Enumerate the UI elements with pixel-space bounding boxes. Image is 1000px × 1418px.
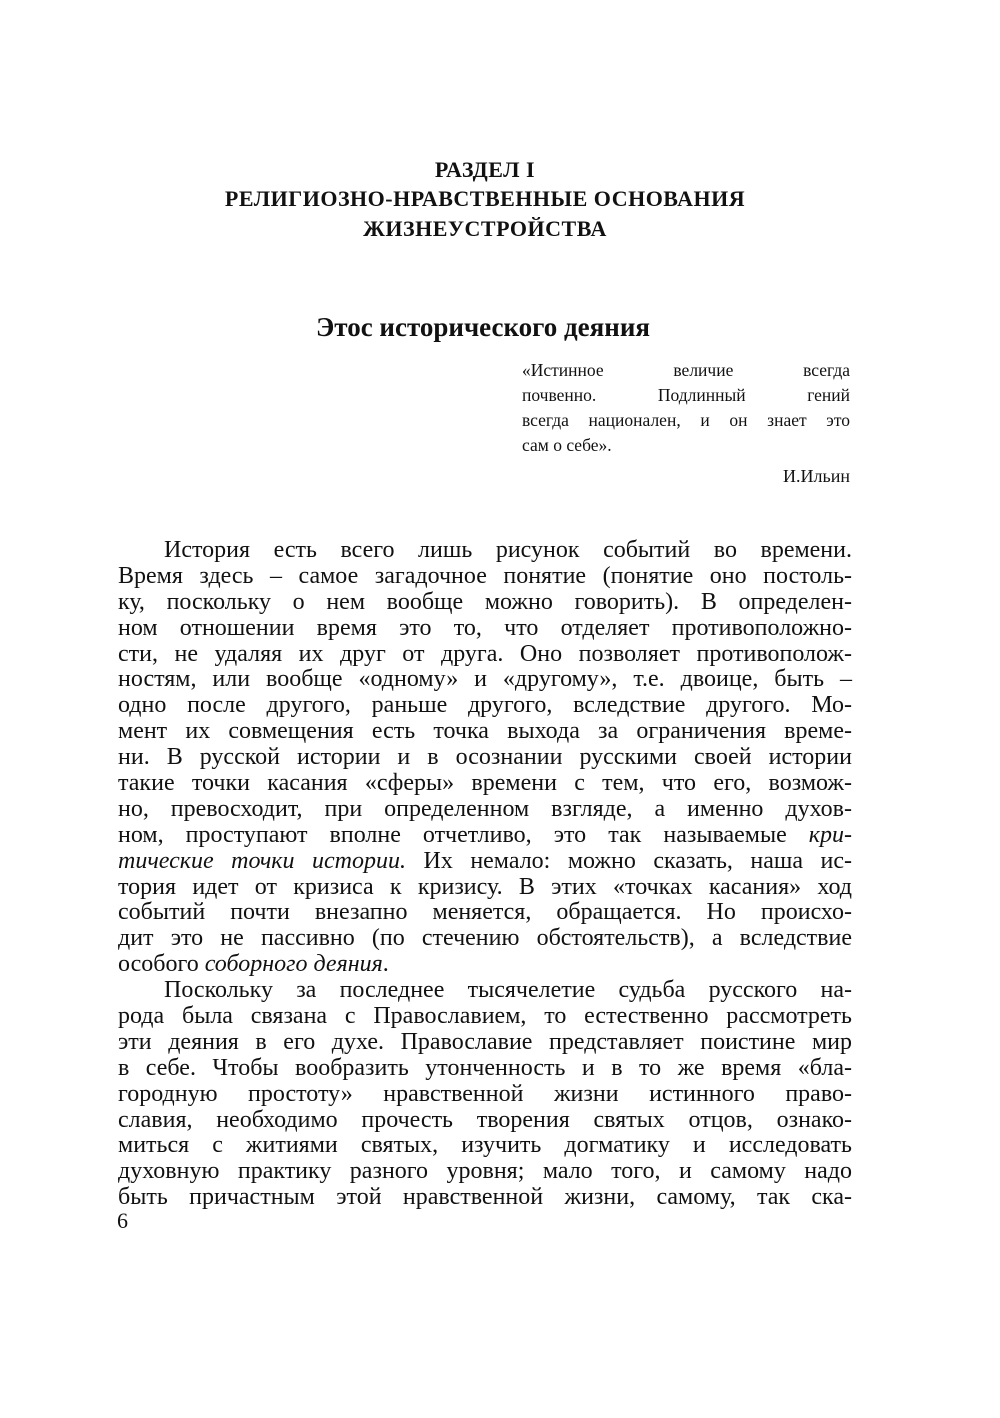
text-segment: Их немало: можно сказать, наша ис- bbox=[406, 847, 852, 874]
text-line bbox=[118, 1159, 852, 1185]
text-line bbox=[118, 1082, 852, 1108]
text-line bbox=[118, 693, 852, 719]
text-segment: ни. В русской истории и в осознании русскими своей истории bbox=[118, 744, 852, 771]
text-segment: ном, проступают вполне отчетливо, это так называемые bbox=[118, 821, 809, 848]
section-title-line: РЕЛИГИОЗНО-НРАВСТВЕННЫЕ ОСНОВАНИЯ bbox=[224, 186, 746, 211]
text-line bbox=[118, 1185, 852, 1211]
text-segment: . bbox=[382, 951, 389, 978]
body-text bbox=[118, 538, 852, 1211]
text-segment: событий почти внезапно меняется, обращается. Но происхо- bbox=[118, 899, 852, 926]
italic-text: кри- bbox=[808, 821, 852, 848]
text-line bbox=[118, 875, 852, 901]
text-segment: городную простоту» нравственной жизни истинного право- bbox=[118, 1080, 852, 1107]
text-line bbox=[118, 1108, 852, 1134]
text-segment: одно после другого, раньше другого, вследствие другого. Мо- bbox=[118, 692, 852, 719]
text-segment: в себе. Чтобы вообразить утонченность и в то же время «бла- bbox=[118, 1054, 852, 1081]
text-line bbox=[118, 978, 852, 1004]
text-segment: мент их совмещения есть точка выхода за ограничения време- bbox=[118, 718, 852, 745]
text-line bbox=[118, 1133, 852, 1159]
italic-text: тические точки истории. bbox=[118, 847, 406, 874]
text-segment: История есть всего лишь рисунок событий во времени. bbox=[164, 537, 852, 563]
text-line bbox=[118, 1004, 852, 1030]
italic-text: соборного деяния bbox=[204, 951, 383, 978]
text-line bbox=[118, 538, 852, 564]
text-segment: особого bbox=[118, 951, 205, 978]
text-segment: ностям, или вообще «одному» и «другому», т.е. двоице, быть – bbox=[118, 666, 852, 693]
text-line bbox=[118, 719, 852, 745]
text-segment: рода была связана с Православием, то естественно рассмотреть bbox=[118, 1003, 852, 1030]
text-line bbox=[118, 1030, 852, 1056]
epigraph-author: И.Ильин bbox=[783, 466, 850, 486]
text-line bbox=[118, 745, 852, 771]
text-segment: миться с житиями святых, изучить догматику и исследовать bbox=[118, 1132, 852, 1159]
epigraph-line: почвенно. Подлинный гений bbox=[522, 385, 850, 405]
text-line bbox=[118, 667, 852, 693]
text-segment: ку, поскольку о нем вообще можно говорить). В определен- bbox=[118, 588, 852, 615]
text-segment: быть причастным этой нравственной жизни, самому, так ска- bbox=[118, 1184, 852, 1211]
text-line bbox=[118, 926, 852, 952]
epigraph-line: сам о себе». bbox=[522, 435, 612, 455]
section-label: РАЗДЕЛ I bbox=[434, 157, 536, 182]
text-segment: славия, необходимо прочесть творения святых отцов, ознако- bbox=[118, 1106, 852, 1133]
epigraph bbox=[522, 358, 850, 458]
page-number: 6 bbox=[117, 1208, 128, 1233]
text-line bbox=[118, 642, 852, 668]
section-title-line: ЖИЗНЕУСТРОЙСТВА bbox=[363, 216, 607, 241]
text-segment: но, превосходит, при определенном взгляде, а именно духов- bbox=[118, 795, 852, 822]
text-segment: тория идет от кризиса к кризису. В этих «точках касания» ход bbox=[118, 873, 852, 900]
text-segment: Время здесь – самое загадочное понятие (понятие оно постоль- bbox=[118, 562, 852, 589]
text-line bbox=[118, 797, 852, 823]
chapter-title: Этос исторического деяния bbox=[315, 312, 650, 342]
text-segment: такие точки касания «сферы» времени с тем, что его, возмож- bbox=[118, 770, 852, 797]
text-line bbox=[118, 900, 852, 926]
text-segment: дит это не пассивно (по стечению обстоятельств), а вследствие bbox=[118, 925, 852, 952]
text-segment: эти деяния в его духе. Православие представляет поистине мир bbox=[118, 1028, 852, 1055]
text-segment: Поскольку за последнее тысячелетие судьба русского на- bbox=[164, 977, 852, 1004]
text-line bbox=[118, 564, 852, 590]
epigraph-line: «Истинное величие всегда bbox=[522, 360, 850, 380]
text-line bbox=[118, 771, 852, 797]
text-line bbox=[118, 616, 852, 642]
text-line bbox=[118, 849, 852, 875]
text-line bbox=[118, 952, 852, 978]
text-segment: сти, не удаляя их друг от друга. Оно позволяет противополож- bbox=[118, 640, 852, 667]
text-line bbox=[118, 823, 852, 849]
text-segment: ном отношении время это то, что отделяет противоположно- bbox=[118, 614, 852, 641]
text-line bbox=[118, 1056, 852, 1082]
epigraph-line: всегда национален, и он знает это bbox=[522, 410, 850, 430]
text-segment: духовную практику разного уровня; мало того, и самому надо bbox=[118, 1158, 852, 1185]
text-line bbox=[118, 590, 852, 616]
